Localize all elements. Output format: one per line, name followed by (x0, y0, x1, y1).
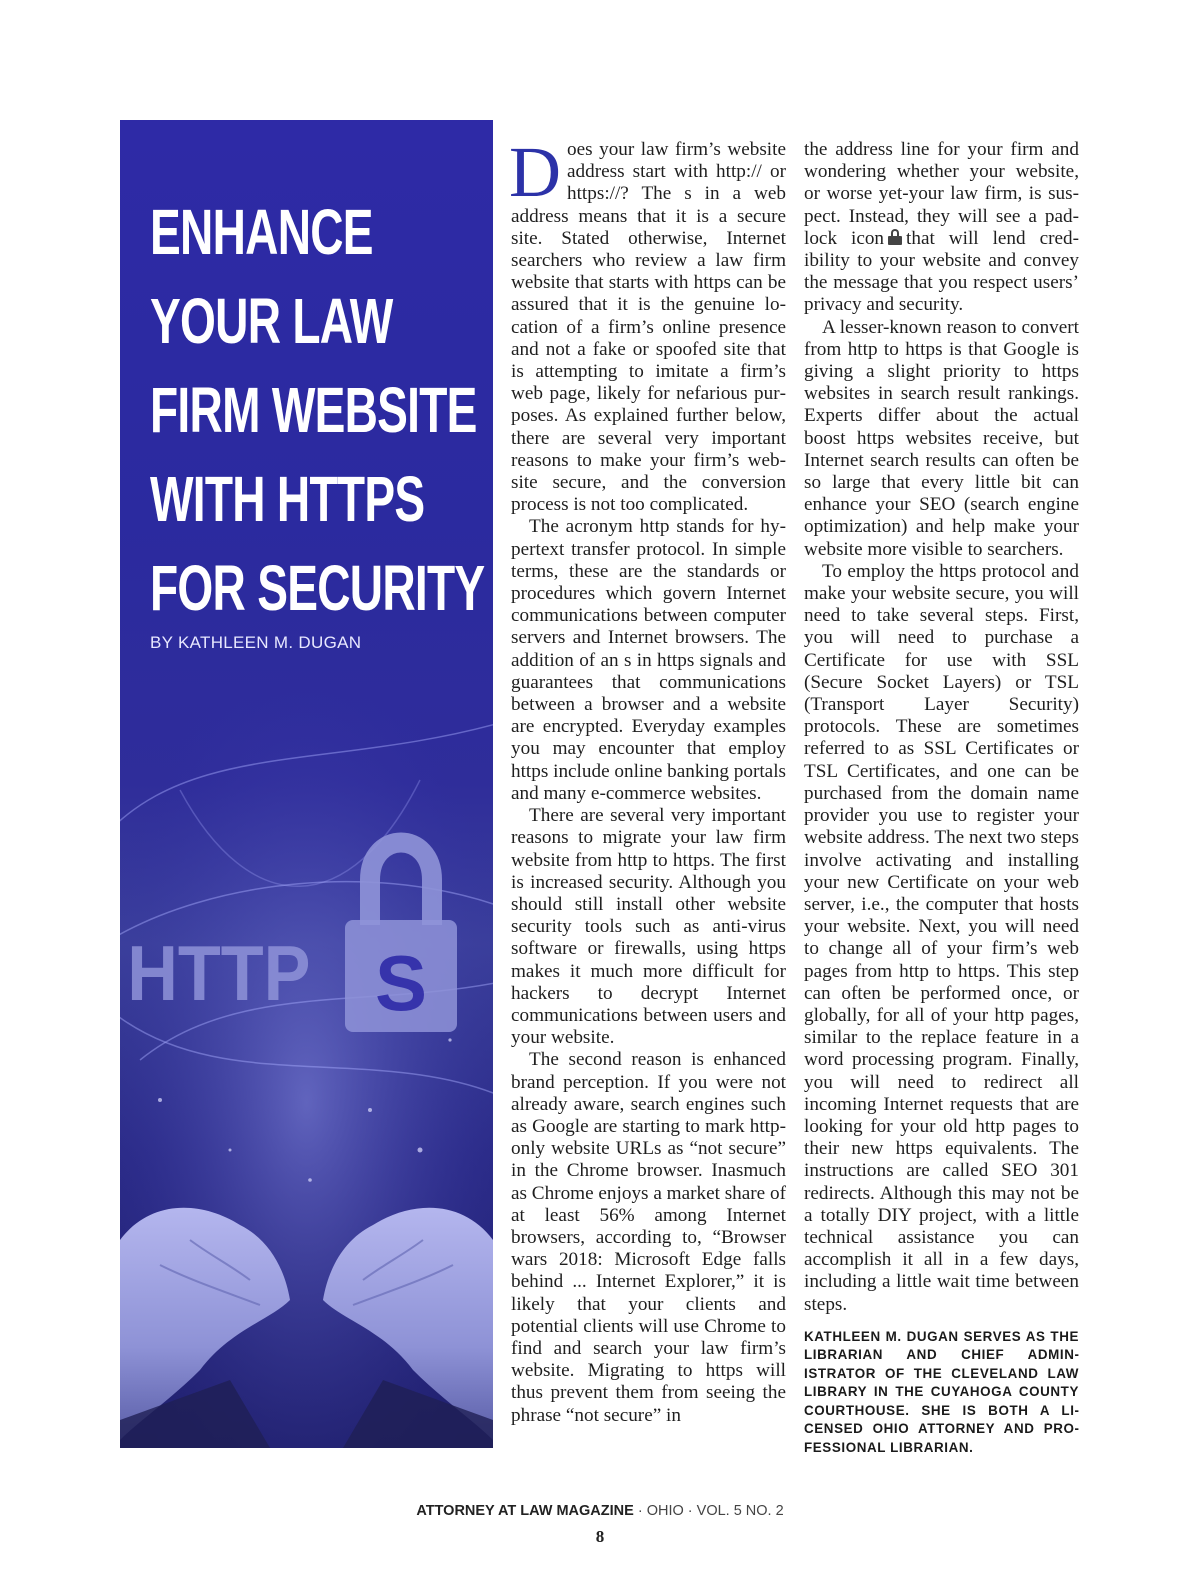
paragraph-2: The acronym http stands for hypertext transfer protocol. In simple terms, these are the standards or procedures which govern Internet communications between computer servers and Internet browsers. The addition of an s in https signals and guarantees that communications between a browser and a website are encrypted. Everyday examples you may encounter that employ https include online banking portals and many e-commerce websites. (511, 516, 786, 804)
hero-panel (120, 120, 493, 1448)
byline: BY KATHLEEN M. DUGAN (150, 633, 362, 652)
title-line-4: WITH HTTPS (150, 463, 425, 535)
page-number: 8 (595, 1527, 605, 1546)
paragraph-1 (509, 132, 786, 516)
magazine-name: ATTORNEY AT LAW MAGAZINE (416, 1503, 634, 1519)
padlock-icon (888, 229, 902, 245)
article-column-2 (804, 139, 1079, 1457)
paragraph-5-text-a: the address line for your firm and wondering whether your website, or worse yet-your law firm, is suspect. Instead, they will see a padlock icon (804, 139, 1079, 249)
paragraph-6: A lesser-known reason to convert from http to https is that Google is giving a slight priority to https websites in search result rankings. Experts differ about the actual boost https websites receive, but Internet search results can often be so large that every little bit can enhance your SEO (search engine optimization) and help make your website more visible to searchers. (804, 316, 1079, 560)
page-footer (0, 1503, 1200, 1519)
paragraph-1-text: oes your law firm’s website address start with http:// or https://? The s in a web address means that it is a secure site. Stated otherwise, Internet searchers who review a law firm website that starts with https can be assured that it is the genuine location of a firm’s online presence and not a fake or spoofed site that is attempting to imitate a firm’s web page, likely for nefarious purposes. As explained further below, there are several very important reasons to make your firm’s website secure, and the conversion process is not too complicated. (511, 139, 786, 516)
article-title (150, 188, 485, 633)
paragraph-5 (804, 139, 1079, 317)
https-hands-illustration (120, 680, 493, 1448)
article-column-1 (509, 132, 786, 1427)
paragraph-3: There are several very important reasons to migrate your law firm website from http to https. The first is increased security. Although you should still install other website security tools such as anti-virus software or firewalls, using https makes it much more difficult for hackers to decrypt Internet communications between users and your website. (511, 805, 786, 1049)
issue-info: · OHIO · VOL. 5 NO. 2 (633, 1503, 784, 1519)
author-bio: KATHLEEN M. DUGAN SERVES AS THE LIBRARIAN AND CHIEF ADMINISTRATOR OF THE CLEVELAND LAW LIBRARY IN THE CUYAHOGA COUNTY COURTHOUSE. SHE IS BOTH A LICENSED OHIO ATTORNEY AND PROFESSIONAL LIBRARIAN. (804, 1328, 1079, 1455)
title-line-5: FOR SECURITY (150, 552, 485, 624)
title-line-1: ENHANCE (150, 196, 373, 268)
paragraph-7: To employ the https protocol and make your website secure, you will need to take several steps. First, you will need to purchase a Certificate for use with SSL (Secure Socket Layers) or TSL (Transport Layer Security) protocols. These are sometimes referred to as SSL Certificates or TSL Certificates, and one can be purchased from the domain name provider you use to register your website address. The next two steps involve activating and installing your new Certificate on your web server, i.e., the computer that hosts your website. Next, you will need to change all of your firm’s web pages from http to https. This step can often be performed once, or globally, for all of your http pages, similar to the replace feature in a word processing program. Finally, you will need to redirect all incoming Internet requests that are looking for your old http pages to their new https equivalents. The instructions are called SEO 301 redirects. Although this may not be a totally DIY project, with a little technical assistance you can accomplish it all in a few days, including a little wait time between steps. (804, 560, 1079, 1315)
svg-text:S: S (375, 939, 428, 1027)
art-http-text: HTTP (127, 929, 311, 1017)
title-line-2: YOUR LAW (150, 285, 393, 357)
title-line-3: FIRM WEBSITE (150, 374, 477, 446)
paragraph-5-text-b: that will lend credibility to your website and convey the message that you respect users’ privacy and security. (804, 227, 1079, 316)
paragraph-4: The second reason is enhanced brand perception. If you were not already aware, search engines such as Google are starting to mark http-only website URLs as “not secure” in the Chrome browser. Inasmuch as Chrome enjoys a market share of at least 56% among Internet browsers, according to, “Browser wars 2018: Microsoft Edge falls behind ... Internet Explorer,” it is likely that your clients and potential clients will use Chrome to find and search your law firm’s website. Migrating to https will thus prevent them from seeing the phrase “not secure” in (511, 1049, 786, 1426)
drop-cap: D (509, 132, 561, 212)
